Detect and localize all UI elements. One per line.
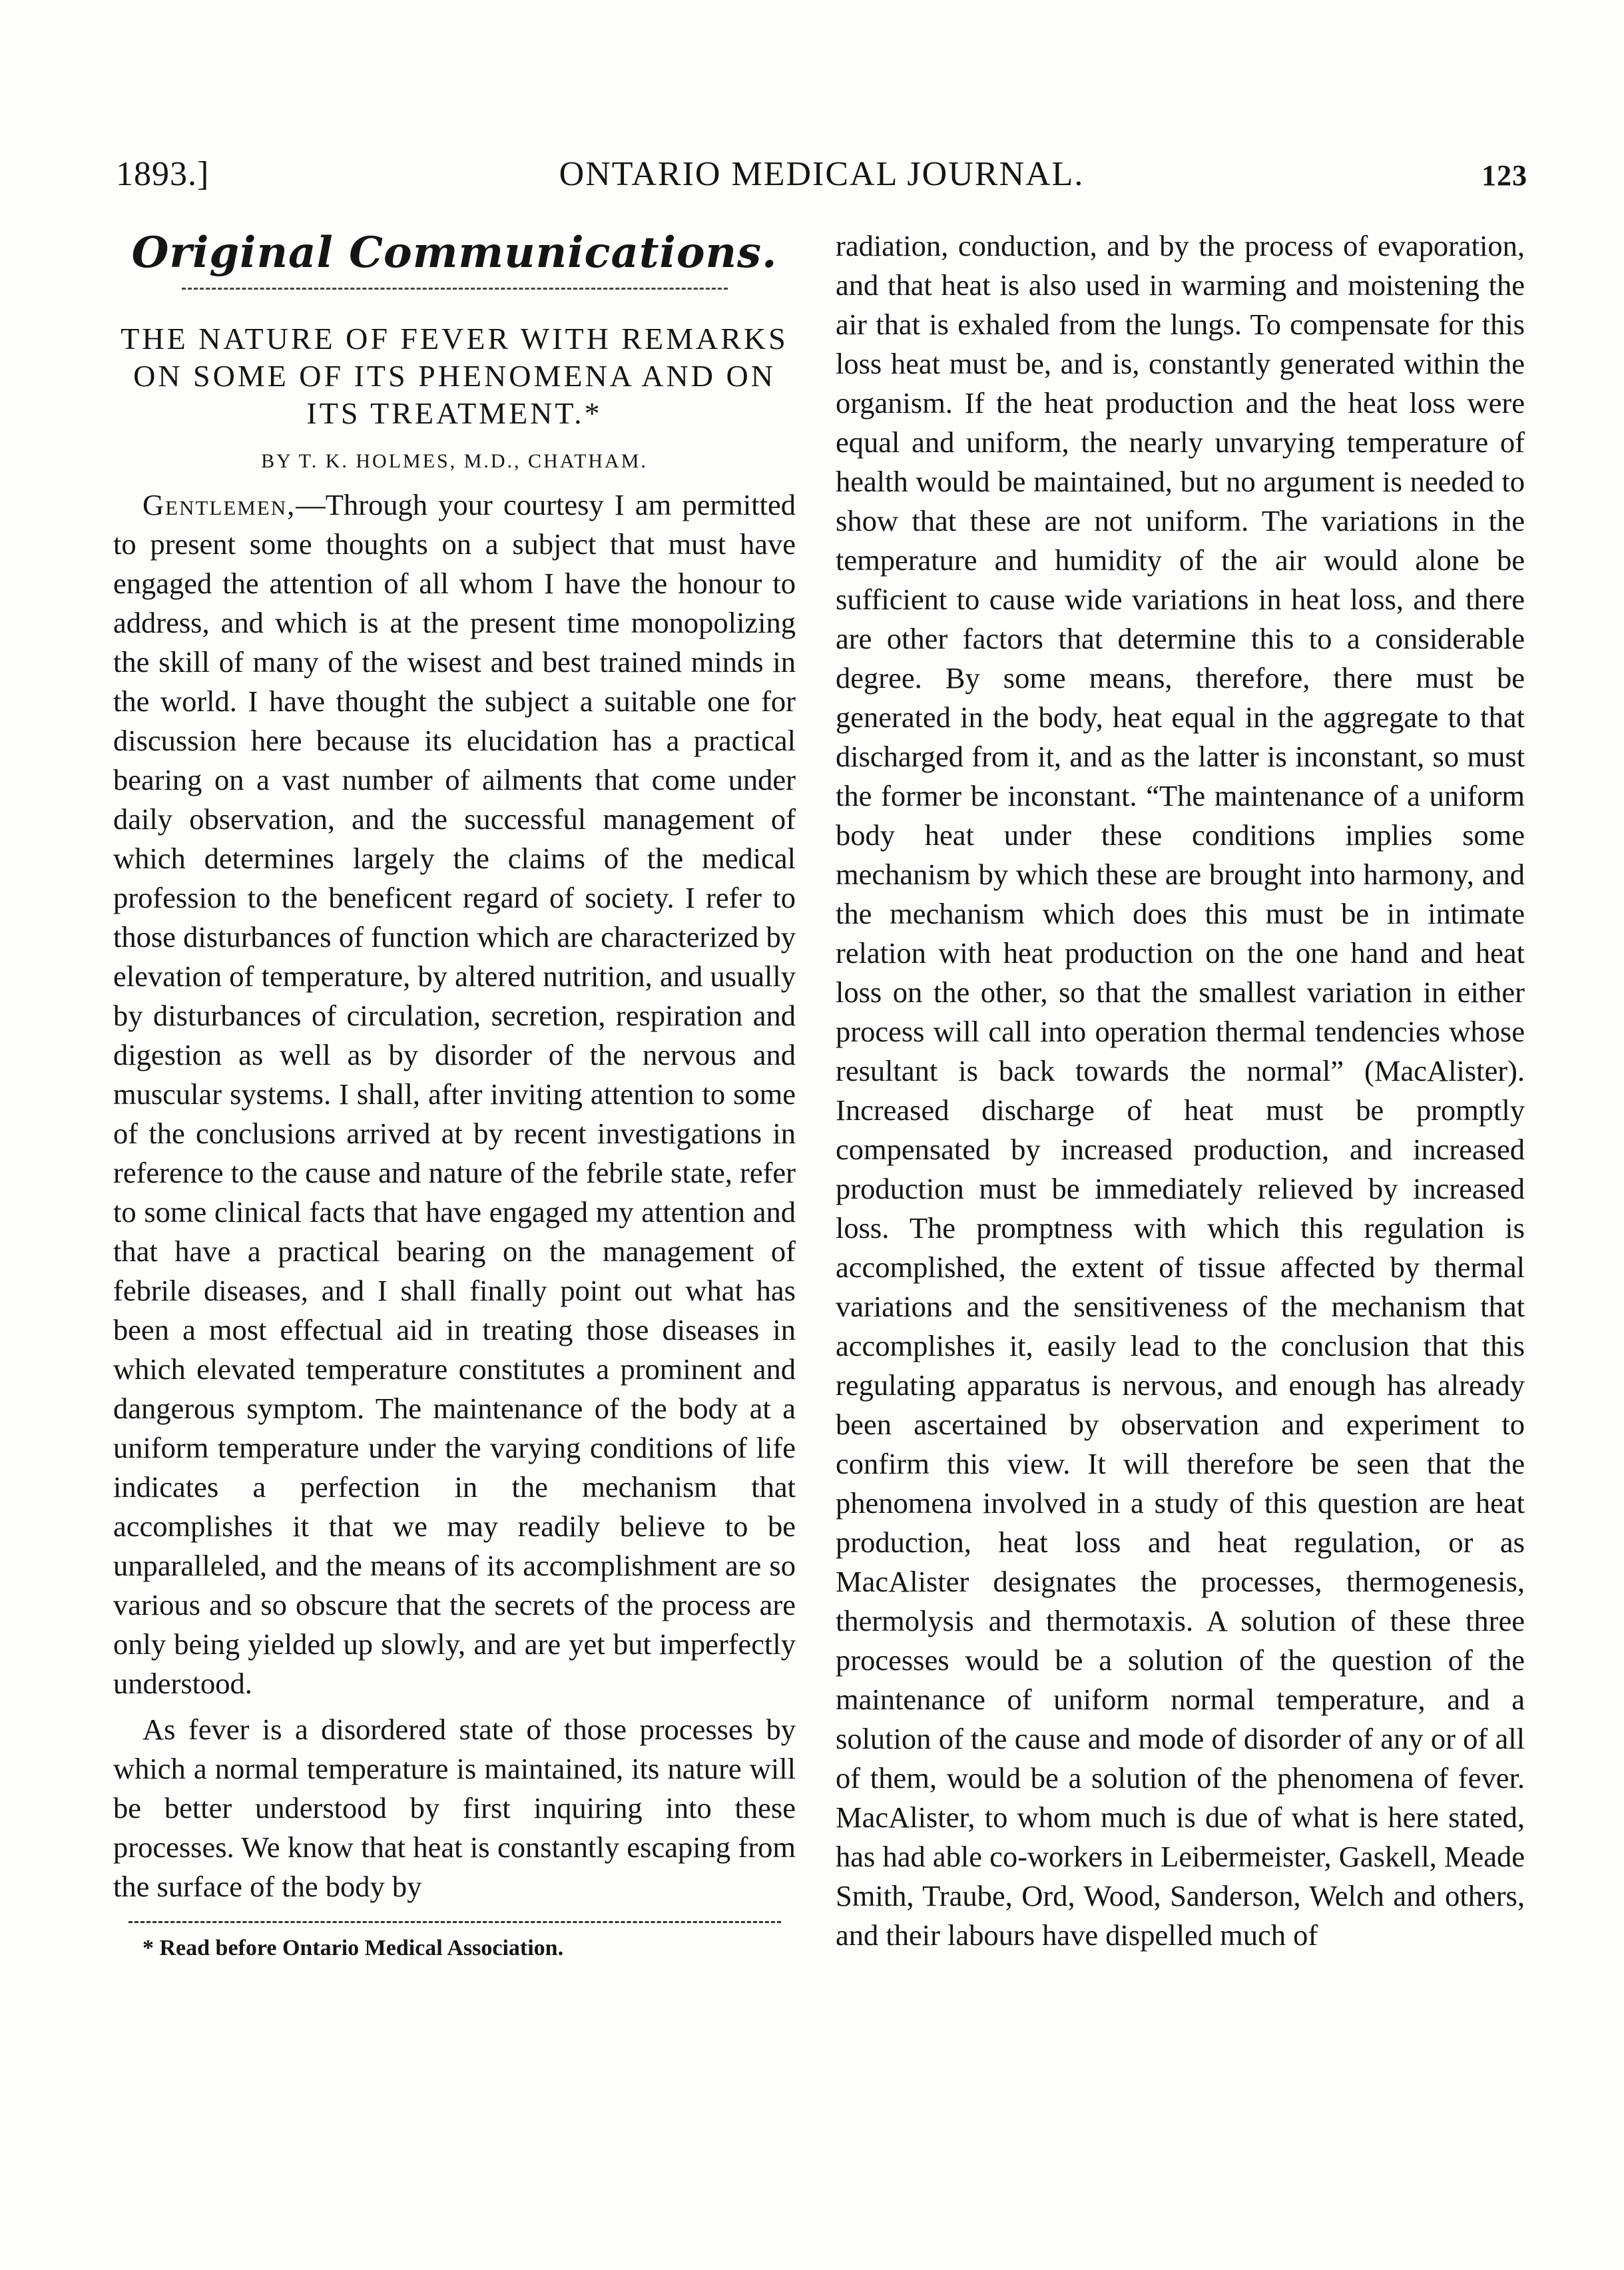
paragraph-1-text: —Through your courtesy I am permitted to present some thoughts on a subject that must have engaged the attention of all whom I have the honour to address, and which is at the present time monopolizing the skill of many of the wisest and best trained minds in the world. I have thought the subject a suitable one for discussion here because its elucidation has a practical bearing on a vast number of ailments that come under daily observation, and the successful management of which determines largely the claims of the medical profession to the beneficent regard of society. I refer to those disturbances of function which are characterized by elevation of temperature, by altered nutrition, and usually by disturbances of circulation, secretion, respiration and digestion as well as by disorder of the nervous and muscular systems. I shall, after inviting attention to some of the conclusions arrived at by recent investigations in reference to the cause and nature of the febrile state, refer to some clinical facts that have engaged my attention and that have a practical bearing on the management of febrile diseases, and I shall finally point out what has been a most effectual aid in treating those diseases in which elevated temperature constitutes a prominent and dangerous symptom. The maintenance of the body at a uniform temperature under the varying conditions of life indicates a perfection in the mechanism that accomplishes it that we may readily believe to be unparalleled, and the means of its accomplishment are so various and so obscure that the secrets of the process are only being yielded up slowly, and are yet but imperfectly understood. [113,488,796,1700]
paragraph-1 [113,485,796,1703]
left-column [113,226,796,1963]
article-title: THE NATURE OF FEVER WITH REMARKS ON SOME OF ITS PHENOMENA AND ON ITS TREATMENT.* [121,322,788,430]
header-year: 1893.] [116,155,210,193]
section-heading: Original Communications. [131,228,778,278]
right-column-text: radiation, conduction, and by the process of evaporation, and that heat is also used in warming and moistening the air that is exhaled from the lungs. To compensate for this loss heat must be, and is, constantly generated within the organism. If the heat production and the heat loss were equal and uniform, the nearly unvarying temperature of health would be maintained, but no argument is needed to show that these are not uniform. The variations in the temperature and humidity of the air would alone be sufficient to cause wide variations in heat loss, and there are other factors that determine this to a considerable degree. By some means, therefore, there must be generated in the body, heat equal in the aggregate to that discharged from it, and as the latter is inconstant, so must the former be inconstant. “The maintenance of a uniform body heat under these conditions implies some mechanism by which these are brought into harmony, and the mechanism which does this must be in intimate relation with heat production on the one hand and heat loss on the other, so that the smallest variation in either process will call into operation thermal tendencies whose resultant is back towards the normal” (MacAlister). Increased discharge of heat must be promptly compensated by increased production, and increased production must be immediately relieved by increased loss. The promptness with which this regulation is accomplished, the extent of tissue affected by thermal variations and the sensitiveness of the mechanism that accomplishes it, easily lead to the conclusion that this regulating apparatus is nervous, and enough has already been ascertained by observation and experiment to confirm this view. It will therefore be seen that the phenomena involved in a study of this question are heat production, heat loss and heat regulation, or as MacAlister designates the processes, thermogenesis, thermolysis and thermotaxis. A solution of these three processes would be a solution of the question of the maintenance of uniform normal temperature, and a solution of the cause and mode of disorder of any or of all of them, would be a solution of the phenomena of fever. MacAlister, to whom much is due of what is here stated, has had able co-workers in Leibermeister, Gaskell, Meade Smith, Traube, Ord, Wood, Sanderson, Welch and others, and their labours have dispelled much of [836,229,1525,1952]
paragraph-2: As fever is a disordered state of those processes by which a normal temperature is maintained, its nature will be better understood by first inquiring into these processes. We know that heat is constantly escaping from the surface of the body by [113,1713,796,1903]
page-number: 123 [1482,159,1527,192]
salutation: Gentlemen, [142,488,296,521]
section-divider [182,288,728,290]
footnote-divider [129,1921,781,1923]
right-column [836,226,1525,1955]
journal-title: ONTARIO MEDICAL JOURNAL. [559,155,1085,193]
article-byline: BY T. K. HOLMES, M.D., CHATHAM. [261,450,648,472]
running-header [116,154,1527,202]
footnote: * Read before Ontario Medical Association. [142,1936,564,1960]
